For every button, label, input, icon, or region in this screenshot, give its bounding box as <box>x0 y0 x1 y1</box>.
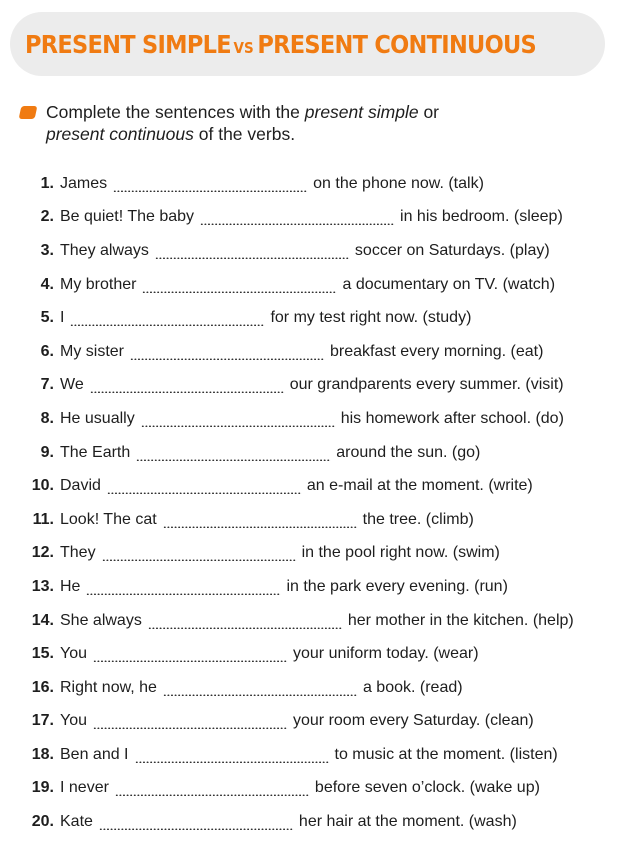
exercise-number: 3. <box>40 241 54 259</box>
exercise-number: 7. <box>40 376 54 394</box>
exercise-number: 9. <box>40 443 54 461</box>
exercise-number: 2. <box>40 208 54 226</box>
title-banner <box>10 12 605 76</box>
exercise-number: 13. <box>31 577 54 595</box>
exercise-item <box>18 805 633 839</box>
exercise-item <box>18 671 633 705</box>
instruction <box>20 101 580 145</box>
answer-blank[interactable] <box>200 215 395 225</box>
exercise-text-before: They <box>60 544 96 562</box>
exercise-text-before: James <box>60 174 108 192</box>
exercise-item <box>18 537 633 571</box>
exercise-item <box>18 637 633 671</box>
exercise-text-before: Kate <box>60 813 93 831</box>
exercise-number: 17. <box>31 712 54 730</box>
exercise-item <box>18 201 633 235</box>
exercise-text-after: soccer on Saturdays. (play) <box>354 241 550 259</box>
bullet-icon <box>19 106 38 119</box>
exercise-item <box>18 772 633 806</box>
exercise-item <box>18 436 633 470</box>
exercise-text-after: on the phone now. (talk) <box>313 174 484 192</box>
exercise-number: 1. <box>40 174 54 192</box>
exercise-text-before: David <box>60 477 101 495</box>
exercise-text-before: She always <box>60 611 142 629</box>
answer-blank[interactable] <box>141 417 336 427</box>
exercise-text-after: your uniform today. (wear) <box>293 645 479 663</box>
exercise-item <box>18 301 633 335</box>
exercise-number: 19. <box>31 779 54 797</box>
answer-blank[interactable] <box>115 786 310 796</box>
answer-blank[interactable] <box>102 551 297 561</box>
answer-blank[interactable] <box>99 820 294 830</box>
exercise-number: 5. <box>40 309 54 327</box>
exercise-item <box>18 469 633 503</box>
exercise-text-before: He usually <box>60 409 135 427</box>
exercise-text-before: They always <box>60 241 149 259</box>
exercise-list <box>18 167 633 839</box>
answer-blank[interactable] <box>148 619 343 629</box>
exercise-item <box>18 738 633 772</box>
exercise-number: 4. <box>40 275 54 293</box>
exercise-item <box>18 570 633 604</box>
exercise-text-before: He <box>60 577 81 595</box>
title-part-2: PRESENT CONTINUOUS <box>257 29 537 59</box>
exercise-text-after: an e-mail at the moment. (write) <box>306 477 533 495</box>
exercise-number: 20. <box>31 813 54 831</box>
exercise-number: 8. <box>40 409 54 427</box>
exercise-text-after: in his bedroom. (sleep) <box>400 208 563 226</box>
exercise-text-before: My brother <box>60 275 137 293</box>
answer-blank[interactable] <box>93 652 288 662</box>
exercise-text-after: around the sun. (go) <box>336 443 481 461</box>
exercise-text-before: You <box>60 645 87 663</box>
exercise-number: 16. <box>31 678 54 696</box>
instruction-end: of the verbs. <box>193 124 296 144</box>
instruction-term-1: present simple <box>304 102 419 122</box>
answer-blank[interactable] <box>130 350 325 360</box>
exercise-text-after: in the park every evening. (run) <box>286 577 508 595</box>
title-part-1: PRESENT SIMPLE <box>25 29 231 59</box>
answer-blank[interactable] <box>70 316 265 326</box>
answer-blank[interactable] <box>86 585 281 595</box>
exercise-number: 11. <box>32 510 54 528</box>
instruction-start: Complete the sentences with the <box>46 102 305 122</box>
answer-blank[interactable] <box>136 451 331 461</box>
exercise-item <box>18 335 633 369</box>
exercise-text-after: breakfast every morning. (eat) <box>330 342 544 360</box>
instruction-term-2: present continuous <box>46 124 194 144</box>
exercise-text-before: We <box>60 376 84 394</box>
exercise-item <box>18 234 633 268</box>
instruction-text <box>46 101 439 145</box>
exercise-text-before: Ben and I <box>60 745 129 763</box>
exercise-text-before: I never <box>60 779 109 797</box>
exercise-text-before: Right now, he <box>60 678 157 696</box>
exercise-number: 12. <box>31 544 54 562</box>
answer-blank[interactable] <box>90 383 285 393</box>
exercise-item <box>18 705 633 739</box>
exercise-text-after: our grandparents every summer. (visit) <box>289 376 564 394</box>
exercise-item <box>18 268 633 302</box>
answer-blank[interactable] <box>163 686 358 696</box>
answer-blank[interactable] <box>93 719 288 729</box>
page-title <box>25 30 536 59</box>
exercise-text-after: a book. (read) <box>362 678 463 696</box>
exercise-number: 18. <box>31 745 54 763</box>
exercise-text-after: the tree. (climb) <box>362 510 474 528</box>
answer-blank[interactable] <box>142 283 337 293</box>
exercise-text-before: My sister <box>60 342 124 360</box>
exercise-text-before: Be quiet! The baby <box>60 208 195 226</box>
exercise-text-after: her mother in the kitchen. (help) <box>347 611 574 629</box>
exercise-number: 14. <box>31 611 54 629</box>
answer-blank[interactable] <box>163 518 358 528</box>
exercise-number: 6. <box>40 342 54 360</box>
answer-blank[interactable] <box>113 182 308 192</box>
answer-blank[interactable] <box>135 753 330 763</box>
answer-blank[interactable] <box>155 249 350 259</box>
exercise-text-before: I <box>60 309 65 327</box>
exercise-text-after: before seven o’clock. (wake up) <box>314 779 540 797</box>
exercise-item <box>18 402 633 436</box>
exercise-text-before: Look! The cat <box>60 510 157 528</box>
exercise-text-before: The Earth <box>60 443 131 461</box>
exercise-text-after: his homework after school. (do) <box>340 409 564 427</box>
exercise-text-after: your room every Saturday. (clean) <box>293 712 534 730</box>
exercise-item <box>18 503 633 537</box>
exercise-text-after: a documentary on TV. (watch) <box>342 275 556 293</box>
exercise-text-after: in the pool right now. (swim) <box>301 544 500 562</box>
exercise-item <box>18 167 633 201</box>
title-vs: VS <box>233 38 254 57</box>
exercise-number: 15. <box>31 645 54 663</box>
exercise-text-after: her hair at the moment. (wash) <box>298 813 517 831</box>
exercise-text-after: to music at the moment. (listen) <box>334 745 558 763</box>
exercise-item <box>18 604 633 638</box>
exercise-text-before: You <box>60 712 87 730</box>
instruction-middle: or <box>418 102 440 122</box>
exercise-item <box>18 369 633 403</box>
answer-blank[interactable] <box>107 484 302 494</box>
exercise-number: 10. <box>31 477 54 495</box>
exercise-text-after: for my test right now. (study) <box>270 309 472 327</box>
